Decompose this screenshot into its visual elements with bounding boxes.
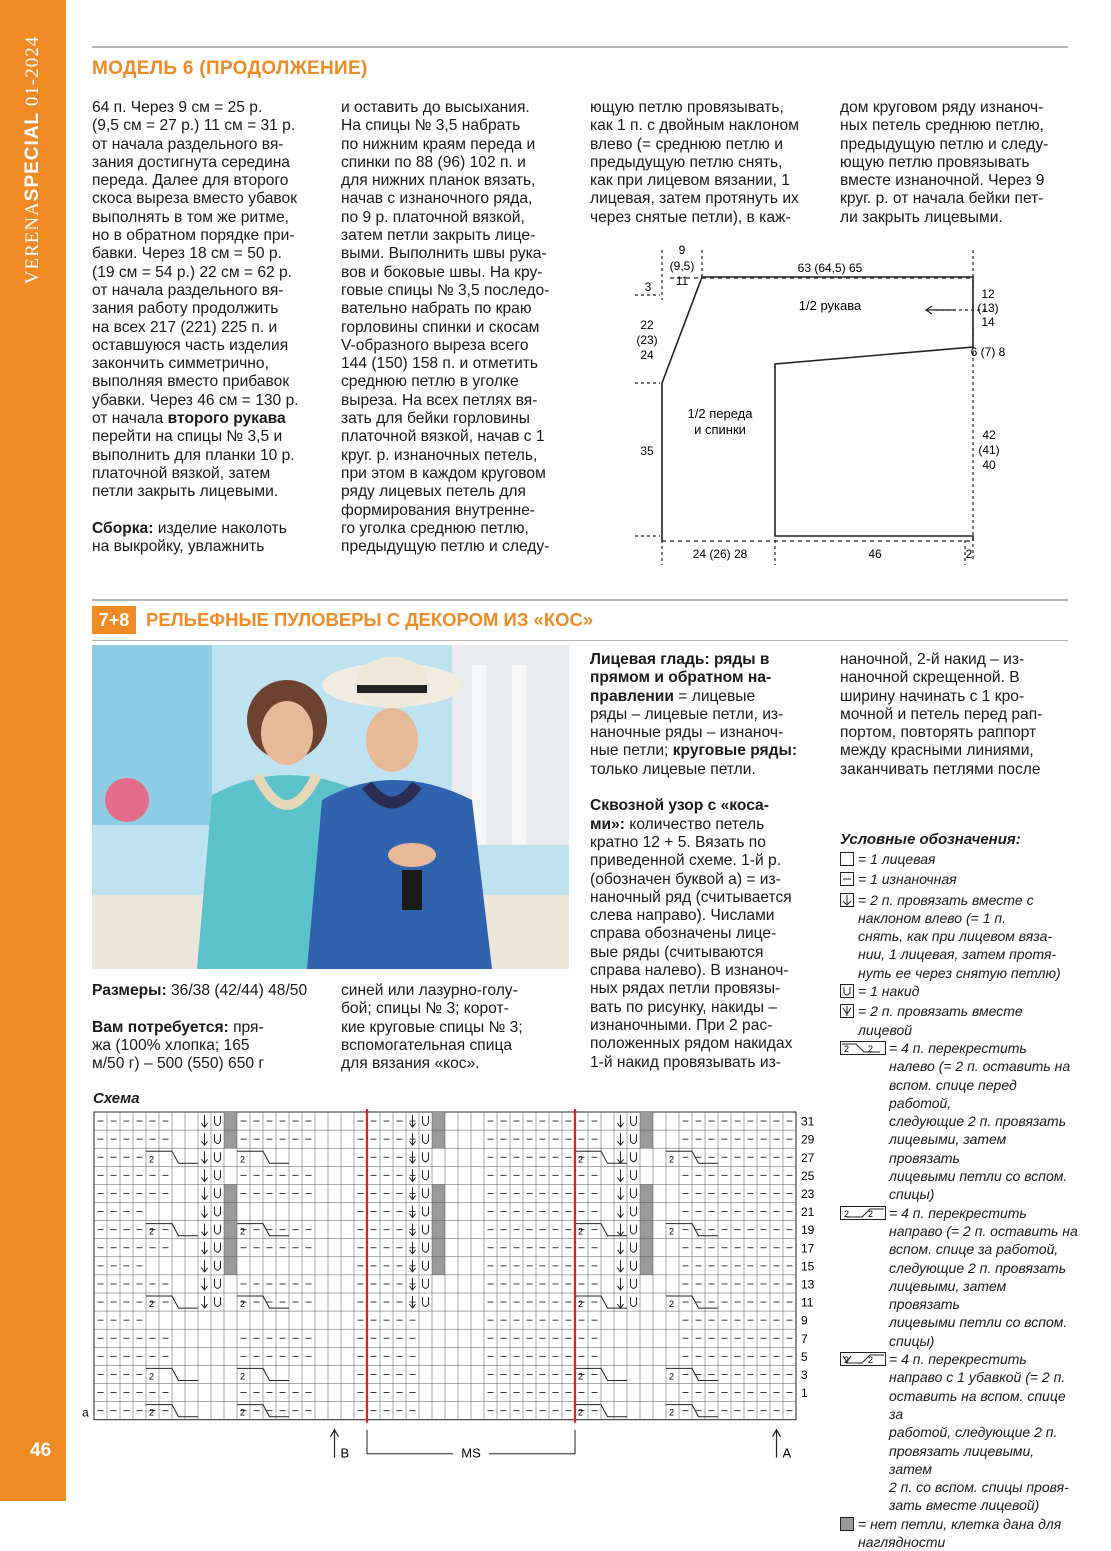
no-stitch-cell bbox=[640, 1257, 653, 1275]
no-stitch-cell bbox=[224, 1184, 237, 1202]
diagram-neck-1: 22 bbox=[640, 318, 654, 332]
legend-item bbox=[840, 850, 1080, 870]
cable-left-icon bbox=[840, 1041, 886, 1055]
text-column-2: и оставить до высыхания. На спицы № 3,5 набрать по нижним краям переда и спинки по 88 (96) 102 п. и для нижних планок вязать, начав с изнаночного ряда, по 9 р. платочной вязкой, затем петли закрыть лице- выми. Выполнить швы рука- вов и боковые швы. На кру- говые спицы № 3,5 последо- вательно набрать по краю горловины спинки и скосам V-образного выреза всего 144 (150) 158 п. и отметить среднюю петлю в уголке выреза. На всех петлях вя- зать для бейки горловины платочной вязкой, начав с 1 круг. р. изнаночных петель, при этом в каждом круговом ряду лицевых петель для формирования внутренне- го уголка среднюю петлю, предыдущую петлю и следу- bbox=[341, 99, 550, 556]
legend-text: = 2 п. провязать вместе лицевой bbox=[858, 1003, 1023, 1038]
legend-symbol bbox=[840, 984, 855, 1002]
row-number: 13 bbox=[801, 1277, 815, 1292]
diagram-neck-3: 24 bbox=[640, 348, 654, 362]
legend-item bbox=[840, 1350, 1080, 1515]
title-underline bbox=[92, 640, 1068, 641]
row-number: 7 bbox=[801, 1331, 808, 1346]
col1-text-a: 64 п. Через 9 см = 25 р. (9,5 см = 27 р.) 11 см = 31 р. от начала раздельного вя- зания достигнута середина переда. Далее для второго скоса выреза вместо убавок выполнять в том же ритме, но в обратном порядке при- бавки. Через 18 см = 50 р. (19 см = 54 р.) 22 см = 62 р. от начала раздельного вя- зания работу продолжить на всех 217 (221) 225 п. и оставшуюся часть изделия закончить симметрично, выполняя вместо прибавок убавки. Через 46 см = 130 р. от начала bbox=[92, 99, 299, 428]
no-stitch-cell bbox=[224, 1221, 237, 1239]
yarn-over-icon bbox=[840, 984, 855, 998]
legend-symbol bbox=[840, 872, 855, 890]
cable-right-dec-icon bbox=[840, 1352, 886, 1366]
row-number: 11 bbox=[801, 1295, 814, 1310]
no-stitch-cell bbox=[432, 1184, 445, 1202]
marker-b-arrow bbox=[331, 1430, 339, 1458]
row-number: 3 bbox=[801, 1367, 808, 1382]
row-number: 17 bbox=[801, 1241, 815, 1256]
sizes-value: 36/38 (42/44) 48/50 bbox=[166, 982, 308, 999]
diagram-cuff-2: (13) bbox=[977, 301, 999, 315]
row-number: 21 bbox=[801, 1205, 815, 1220]
no-stitch-cell bbox=[640, 1239, 653, 1257]
cable-number: 2 bbox=[578, 1154, 584, 1165]
schema-title: Схема bbox=[93, 1090, 140, 1107]
svg-text:2: 2 bbox=[844, 1043, 850, 1054]
svg-text:2: 2 bbox=[844, 1208, 850, 1219]
legend-symbol bbox=[840, 893, 855, 911]
orange-sidebar bbox=[0, 0, 66, 1501]
legend-text: = 4 п. перекрестить направо (= 2 п. оставить на вспом. спице за работой, следующие 2 п. провязать лицевыми, затем провязать лицевыми петли со вспом. спицы) bbox=[889, 1204, 1078, 1349]
row-number: 19 bbox=[801, 1223, 815, 1238]
col1-text-c: изделие наколоть на выкройку, увлажнить bbox=[92, 519, 287, 556]
pattern-continued: наночной, 2-й накид – из- наночной скрещенной. В ширину начинать с 1 кро- мочной и петель перед рап- портом, повторять раппорт между красными линиями, заканчивать петлями после bbox=[840, 651, 1043, 778]
no-stitch-cell bbox=[224, 1112, 237, 1130]
k2tog-icon bbox=[840, 1004, 855, 1018]
purl-icon bbox=[840, 872, 855, 886]
text-column-4: дом круговом ряду изнаноч- ных петель среднюю петлю, предыдущую петлю и следу- ющую петлю провязывать вместе изнаночной. Через 9 круг. р. от начала бейки пет- ли закрыть лицевыми. bbox=[840, 99, 1049, 226]
marker-a: A bbox=[782, 1445, 792, 1461]
row-number: 25 bbox=[801, 1168, 815, 1183]
diagram-bottom-half: 24 (26) 28 bbox=[692, 547, 748, 561]
brand-special: SPECIAL bbox=[22, 111, 43, 202]
diagram-left-35: 35 bbox=[640, 444, 654, 458]
marker-b: B bbox=[340, 1445, 350, 1461]
diagram-neck-2: (23) bbox=[636, 333, 658, 347]
cable-number: 2 bbox=[669, 1226, 675, 1237]
knit-icon bbox=[840, 852, 855, 866]
diagram-body-label-1: 1/2 переда bbox=[687, 406, 753, 421]
row-number: 1 bbox=[801, 1386, 808, 1401]
cable-number: 2 bbox=[669, 1299, 675, 1310]
cable-number: 2 bbox=[578, 1226, 584, 1237]
lace-pattern-text: количество петель кратно 12 + 5. Вязать по приведенной схеме. 1-й р. (обозначен буквой а) = из- наночный ряд (считывается слева направо). Числами справа обозначены лице- вые ряды (считываются справа налево). В изнаноч- ных рядах петли провязы- вать по рисунку, накиды – изнаночными. При 2 рас- положенных рядом накидах 1-й накид провязывать из- bbox=[590, 815, 793, 1071]
round-rows-label: круговые ряды: bbox=[672, 742, 798, 760]
no-stitch-cell bbox=[432, 1130, 445, 1148]
mid-divider bbox=[92, 599, 1068, 601]
cable-number: 2 bbox=[669, 1407, 675, 1418]
row-number: 23 bbox=[801, 1186, 815, 1201]
diagram-top-11: 11 bbox=[675, 274, 689, 288]
diagram-cuff-1: 12 bbox=[981, 287, 995, 301]
diagram-left-3: 3 bbox=[644, 280, 652, 294]
svg-text:2: 2 bbox=[868, 1355, 874, 1366]
col1-assembly-label: Сборка: bbox=[92, 519, 154, 537]
cable-number: 2 bbox=[149, 1371, 155, 1382]
diagram-shoulder: 63 (64,5) 65 bbox=[797, 261, 863, 275]
legend-text: = 2 п. провязать вместе с наклоном влево (= 1 п. снять, как при лицевом вяза- нии, 1 лицевая, затем протя- нуть ее через снятую петлю) bbox=[858, 891, 1061, 981]
diagram-cuff-3: 14 bbox=[981, 315, 995, 329]
round-rows-text: только лицевые петли. bbox=[590, 760, 756, 778]
no-stitch-cell bbox=[224, 1130, 237, 1148]
cable-number: 2 bbox=[149, 1226, 155, 1237]
model-number-badge: 7+8 bbox=[92, 606, 136, 634]
no-stitch-cell bbox=[432, 1221, 445, 1239]
legend-item bbox=[840, 1002, 1080, 1039]
cable-number: 2 bbox=[578, 1299, 584, 1310]
no-stitch-cell bbox=[432, 1239, 445, 1257]
legend-text: = 4 п. перекрестить налево (= 2 п. оставить на вспом. спице перед работой, следующие 2 п. провязать лицевыми, затем провязать лицевыми петли со вспом. спицы) bbox=[889, 1039, 1071, 1203]
top-divider bbox=[92, 46, 1068, 48]
legend bbox=[840, 850, 1080, 1551]
page-number: 46 bbox=[30, 1440, 52, 1461]
no-stitch-cell bbox=[432, 1257, 445, 1275]
stockinette-text: = лицевые ряды – лицевые петли, из- наночные ряды – изнаноч- ные петли; bbox=[590, 687, 784, 760]
no-stitch-cell bbox=[432, 1112, 445, 1130]
row-number: 29 bbox=[801, 1132, 815, 1147]
diagram-side-2: (41) bbox=[978, 443, 1000, 457]
col1-bold-a: второго рукава bbox=[167, 410, 286, 428]
cable-number: 2 bbox=[149, 1154, 155, 1165]
k2tog-left-icon bbox=[840, 893, 855, 907]
cable-right-icon bbox=[840, 1206, 886, 1220]
legend-symbol bbox=[840, 1041, 886, 1059]
legend-item bbox=[840, 1039, 1080, 1204]
row-number: 9 bbox=[801, 1313, 808, 1328]
svg-text:2: 2 bbox=[844, 1355, 850, 1366]
legend-text: = 1 изнаночная bbox=[858, 871, 957, 888]
cable-number: 2 bbox=[240, 1371, 246, 1382]
pattern-diagram bbox=[590, 240, 1070, 570]
photo-illustration bbox=[92, 645, 569, 969]
sizes-and-materials bbox=[92, 982, 320, 1073]
row-number: 15 bbox=[801, 1259, 815, 1274]
rapport-label: MS bbox=[461, 1445, 481, 1461]
cable-number: 2 bbox=[240, 1407, 246, 1418]
legend-item bbox=[840, 891, 1080, 982]
marker-a-arrow bbox=[773, 1430, 781, 1458]
diagram-side-1: 42 bbox=[982, 428, 996, 442]
knitting-chart bbox=[80, 1108, 820, 1464]
cable-number: 2 bbox=[669, 1371, 675, 1382]
materials-continued: синей или лазурно-голу- бой; спицы № 3; корот- кие круговые спицы № 3; вспомогательная спица для вязания «кос». bbox=[341, 982, 523, 1073]
diagram-body-label-2: и спинки bbox=[694, 422, 746, 437]
legend-text: = 1 накид bbox=[858, 983, 920, 1000]
brand-main: VERENA bbox=[22, 201, 43, 285]
cable-number: 2 bbox=[240, 1299, 246, 1310]
diagram-sleeve-end: 6 (7) 8 bbox=[970, 345, 1006, 359]
no-stitch-icon bbox=[840, 1517, 855, 1531]
diagram-top-95: (9,5) bbox=[669, 259, 695, 273]
legend-symbol bbox=[840, 1004, 855, 1022]
no-stitch-cell bbox=[640, 1184, 653, 1202]
diagram-top-9: 9 bbox=[678, 243, 686, 257]
svg-text:2: 2 bbox=[868, 1208, 874, 1219]
brand-issue: 01-2024 bbox=[22, 35, 43, 107]
row-number: 31 bbox=[801, 1114, 815, 1129]
legend-text: = 4 п. перекрестить направо с 1 убавкой (= 2 п. оставить на вспом. спице за работой, следующие 2 п. провязать лицевыми, затем 2 п. со вспом. спицы провя- зать вместе лицевой) bbox=[889, 1351, 1069, 1514]
legend-text: = 1 лицевая bbox=[858, 851, 936, 867]
sleeve-arrow bbox=[926, 306, 955, 314]
legend-symbol bbox=[840, 852, 855, 870]
legend-item bbox=[840, 1515, 1080, 1551]
row-number: 5 bbox=[801, 1349, 808, 1364]
legend-item bbox=[840, 870, 1080, 890]
legend-item bbox=[840, 982, 1080, 1002]
section-title: МОДЕЛЬ 6 (ПРОДОЛЖЕНИЕ) bbox=[92, 58, 368, 79]
no-stitch-cell bbox=[224, 1257, 237, 1275]
no-stitch-cell bbox=[640, 1203, 653, 1221]
legend-text: = нет петли, клетка дана для наглядности bbox=[858, 1515, 1062, 1550]
col1-text-b: перейти на спицы № 3,5 и выполнить для планки 10 р. платочной вязкой, затем петли закрыть лицевыми. bbox=[92, 428, 295, 501]
legend-item bbox=[840, 1204, 1080, 1350]
text-column-3: ющую петлю провязывать, как 1 п. с двойным наклоном влево (= среднюю петлю и предыдущую петлю снять, как при лицевом вязании, 1 лицевая, затем протянуть их через снятые петли), в каж- bbox=[590, 99, 799, 226]
no-stitch-cell bbox=[640, 1221, 653, 1239]
no-stitch-cell bbox=[224, 1203, 237, 1221]
diagram-side-3: 40 bbox=[982, 458, 996, 472]
diagram-sleeve-label: 1/2 рукава bbox=[798, 298, 862, 313]
no-stitch-cell bbox=[432, 1203, 445, 1221]
model-title: РЕЛЬЕФНЫЕ ПУЛОВЕРЫ С ДЕКОРОМ ИЗ «КОС» bbox=[146, 609, 594, 630]
no-stitch-cell bbox=[640, 1112, 653, 1130]
legend-title: Условные обозначения: bbox=[840, 831, 1021, 848]
legend-symbol bbox=[840, 1206, 886, 1224]
no-stitch-cell bbox=[640, 1130, 653, 1148]
models-photo bbox=[92, 645, 569, 969]
cable-number: 2 bbox=[149, 1407, 155, 1418]
stockinette-label: Лицевая гладь: ряды в прямом и обратном на- правлении bbox=[590, 651, 772, 705]
svg-text:2: 2 bbox=[868, 1043, 874, 1054]
cable-number: 2 bbox=[669, 1154, 675, 1165]
text-column-1 bbox=[92, 99, 320, 556]
stitch-instructions bbox=[590, 651, 819, 1072]
legend-symbol bbox=[840, 1352, 886, 1370]
cable-number: 2 bbox=[149, 1299, 155, 1310]
magazine-brand bbox=[22, 36, 44, 285]
materials-text: пря- жа (100% хлопка; 165 м/50 г) – 500 (550) 650 г bbox=[92, 1018, 265, 1073]
no-stitch-cell bbox=[224, 1239, 237, 1257]
row-number: 27 bbox=[801, 1150, 815, 1165]
sizes-label: Размеры: bbox=[92, 982, 167, 999]
cable-number: 2 bbox=[578, 1407, 584, 1418]
first-row-letter: a bbox=[82, 1405, 89, 1420]
cable-number: 2 bbox=[240, 1154, 246, 1165]
legend-symbol bbox=[840, 1517, 855, 1535]
cable-number: 2 bbox=[578, 1371, 584, 1382]
cable-number: 2 bbox=[240, 1226, 246, 1237]
diagram-bottom-46: 46 bbox=[868, 547, 882, 561]
diagram-bottom-2: 2 bbox=[965, 547, 973, 561]
materials-label: Вам потребуется: bbox=[92, 1018, 229, 1036]
lace-pattern-label: Сквозной узор с «коса- ми»: bbox=[590, 797, 769, 833]
